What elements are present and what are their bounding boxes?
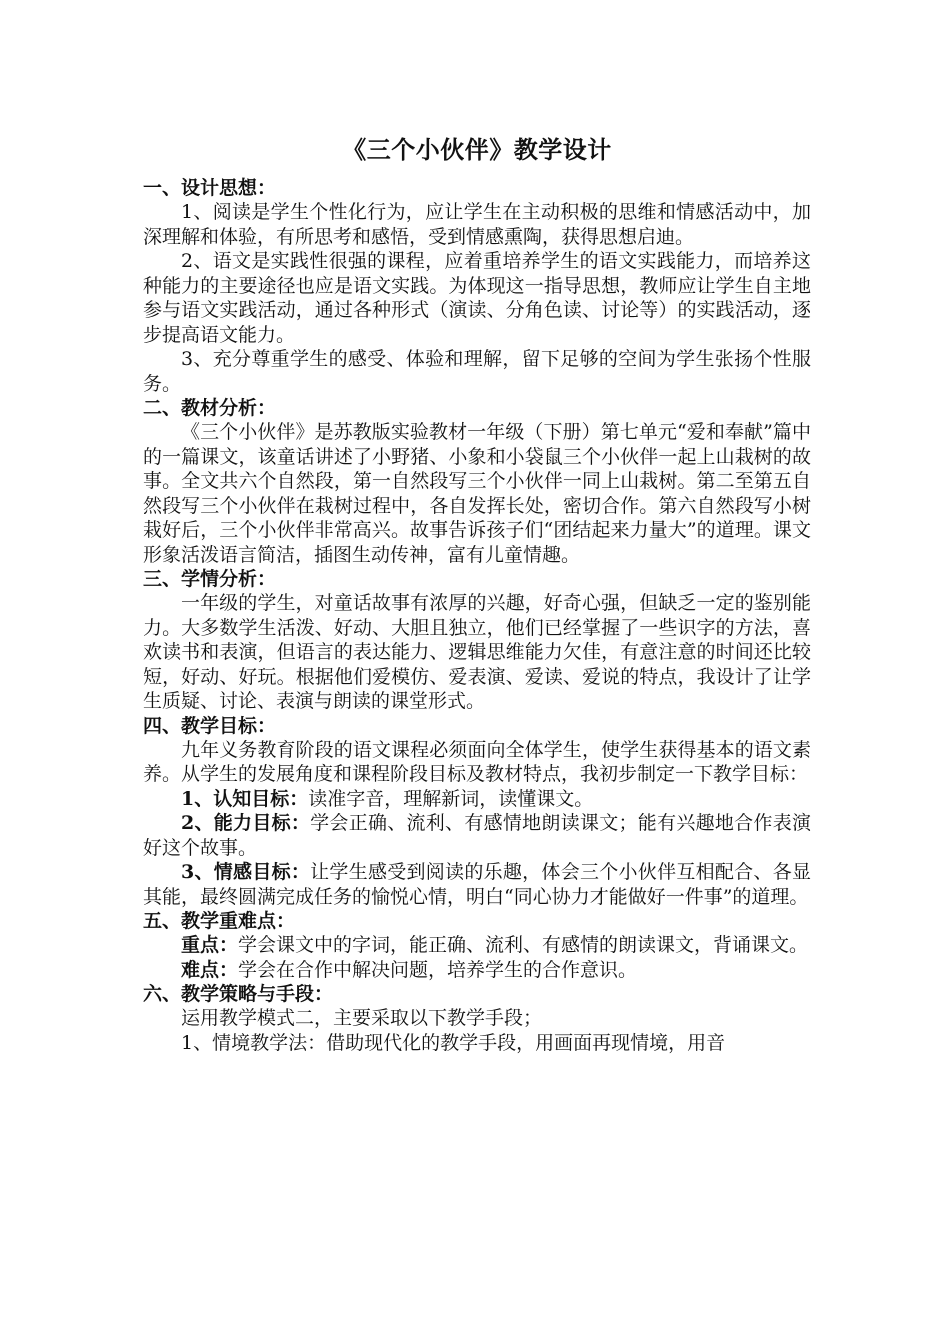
paragraph-text: 读准字音，理解新词，读懂课文。 — [308, 787, 594, 810]
section-heading: 五、教学重难点： — [143, 910, 296, 932]
paragraph-lead: 2、能力目标： — [181, 812, 311, 834]
paragraph — [143, 860, 811, 909]
paragraph — [143, 933, 811, 958]
paragraph-text: 九年义务教育阶段的语文课程必须面向全体学生，使学生获得基本的语文素养。从学生的发展角度和课程阶段目标及教材特点，我初步制定一下教学目标： — [143, 738, 811, 785]
section-student-analysis — [143, 567, 811, 714]
paragraph — [143, 958, 811, 983]
section-textbook-analysis — [143, 396, 811, 567]
paragraph — [143, 1031, 811, 1056]
paragraph-text: 《三个小伙伴》是苏教版实验教材一年级（下册）第七单元“爱和奉献”篇中的一篇课文，该童话讲述了小野猪、小象和小袋鼠三个小伙伴一起上山栽树的故事。全文共六个自然段，第一自然段写三个小伙伴一同上山栽树。第二至第五自然段写三个小伙伴在栽树过程中，各自发挥长处，密切合作。第六自然段写小树栽好后，三个小伙伴非常高兴。故事告诉孩子们“团结起来力量大”的道理。课文形象活泼语言简洁，插图生动传神，富有儿童情趣。 — [143, 421, 811, 566]
paragraph — [143, 787, 811, 812]
section-heading: 二、教材分析： — [143, 397, 277, 419]
paragraph — [143, 738, 811, 787]
paragraph-text: 让学生感受到阅读的乐趣，体会三个小伙伴互相配合、各显其能，最终圆满完成任务的愉悦心情，明白“同心协力才能做好一件事”的道理。 — [143, 861, 811, 908]
paragraph-lead: 1、认知目标： — [181, 787, 309, 810]
paragraph — [143, 200, 811, 249]
section-teaching-goals — [143, 714, 811, 910]
paragraph-lead: 难点： — [181, 958, 239, 981]
section-heading: 一、设计思想： — [143, 177, 277, 199]
document-title: 《三个小伙伴》教学设计 — [342, 135, 612, 164]
paragraph-text: 2、语文是实践性很强的课程，应着重培养学生的语文实践能力，而培养这种能力的主要途径也应是语文实践。为体现这一指导思想，教师应让学生自主地参与语文实践活动，通过各种形式（演读、分角色读、讨论等）的实践活动，逐步提高语文能力。 — [143, 250, 811, 346]
paragraph-text: 学会在合作中解决问题，培养学生的合作意识。 — [238, 958, 638, 981]
section-key-points — [143, 909, 811, 982]
paragraph-text: 1、情境教学法：借助现代化的教学手段，用画面再现情境，用音 — [181, 1031, 726, 1054]
paragraph — [143, 249, 811, 347]
paragraph-text: 一年级的学生，对童话故事有浓厚的兴趣，好奇心强，但缺乏一定的鉴别能力。大多数学生活泼、好动、大胆且独立，他们已经掌握了一些识字的方法，喜欢读书和表演，但语言的表达能力、逻辑思维能力欠佳，有意注意的时间还比较短，好动、好玩。根据他们爱模仿、爱表演、爱读、爱说的特点，我设计了让学生质疑、讨论、表演与朗读的课堂形式。 — [143, 592, 811, 712]
paragraph — [143, 591, 811, 714]
paragraph-text: 1、阅读是学生个性化行为，应让学生在主动积极的思维和情感活动中，加深理解和体验，有所思考和感悟，受到情感熏陶，获得思想启迪。 — [143, 201, 811, 248]
paragraph-lead: 重点： — [181, 934, 239, 956]
paragraph-text: 学会课文中的字词，能正确、流利、有感情的朗读课文，背诵课文。 — [238, 934, 809, 956]
paragraph-text: 运用教学模式二，主要采取以下教学手段； — [181, 1007, 543, 1029]
section-heading: 四、教学目标： — [143, 714, 277, 737]
paragraph-text: 学会正确、流利、有感情地朗读课文；能有兴趣地合作表演好这个故事。 — [143, 812, 811, 859]
paragraph-lead: 3、情感目标： — [181, 861, 311, 883]
paragraph — [143, 811, 811, 860]
paragraph-text: 3、充分尊重学生的感受、体验和理解，留下足够的空间为学生张扬个性服务。 — [143, 348, 811, 395]
paragraph — [143, 347, 811, 396]
section-design-idea — [143, 176, 811, 396]
document-page — [143, 132, 811, 1055]
section-heading: 六、教学策略与手段： — [143, 983, 334, 1005]
section-heading: 三、学情分析： — [143, 568, 277, 590]
paragraph — [143, 420, 811, 567]
paragraph — [143, 1006, 811, 1031]
section-teaching-strategy — [143, 982, 811, 1055]
